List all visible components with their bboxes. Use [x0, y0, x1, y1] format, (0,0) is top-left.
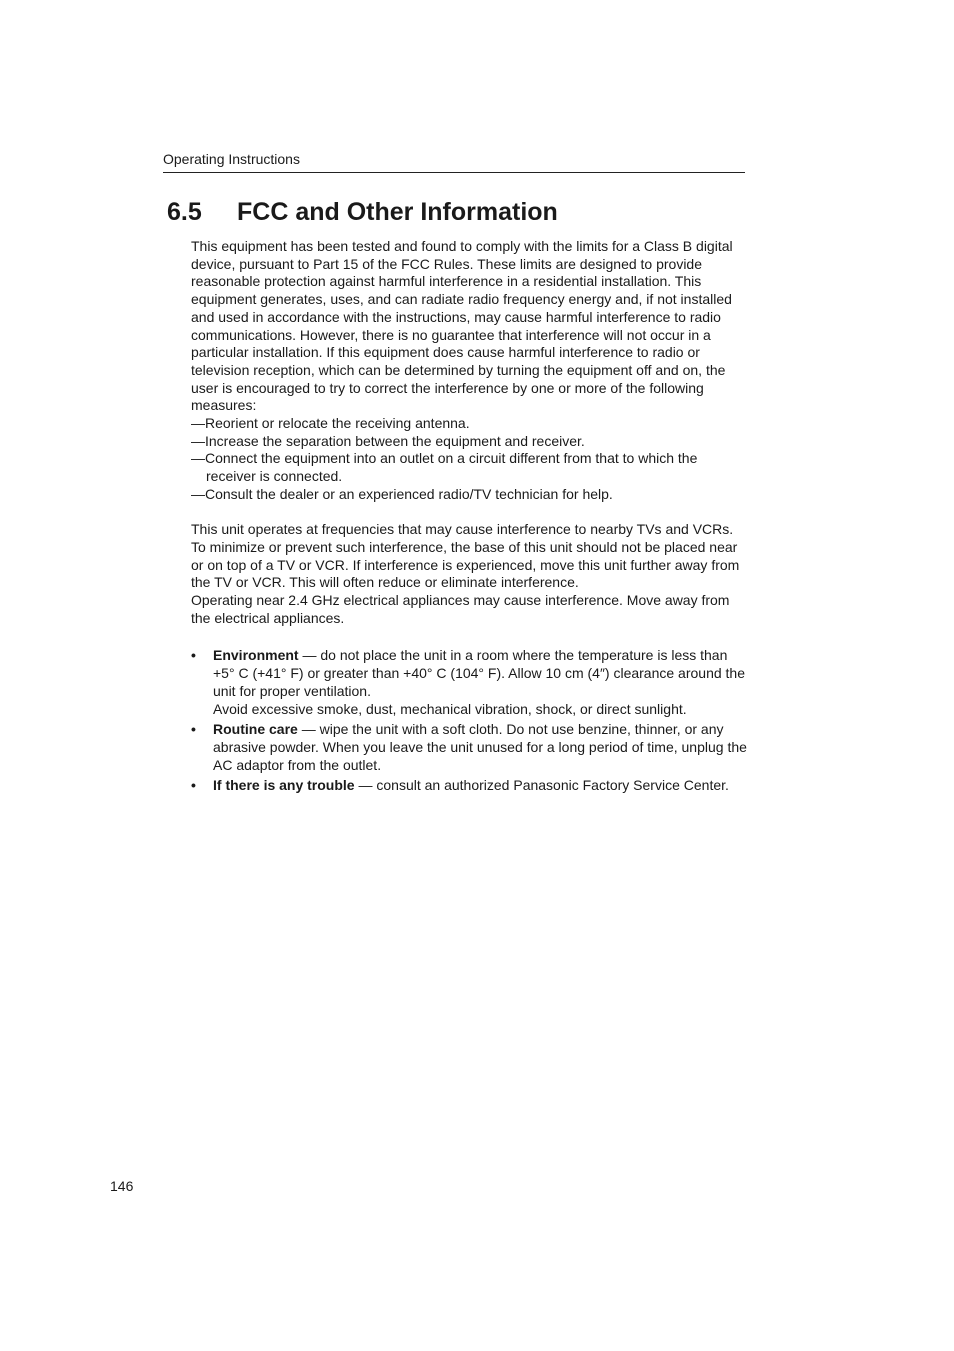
bullet-text: — do not place the unit in a room where the temperature is less than +5° C (+41° F) or greater than +40° C (104° F). Allow 10 cm (4″) clearance around the unit for proper ventilation.: [213, 647, 745, 699]
fcc-compliance-paragraph: This equipment has been tested and found to comply with the limits for a Class B digital device, pursuant to Part 15 of the FCC Rules. These limits are designed to provide reasonable protection against harmful interference in a residential installation. This equipment generates, uses, and can radiate radio frequency energy and, if not installed and used in accordance with the instructions, may cause harmful interference to radio communications. However, there is no guarantee that interference will not occur in a particular installation. If this equipment does cause harmful interference to radio or television reception, which can be determined by turning the equipment off and on, the user is encouraged to try to correct the interference by one or more of the following measures:: [191, 238, 733, 414]
bullet-text: — consult an authorized Panasonic Factory Service Center.: [354, 777, 729, 794]
interference-measures-list: [191, 415, 747, 504]
bullet-term: If there is any trouble: [213, 777, 355, 794]
header-rule: [163, 172, 745, 173]
measure-item: —Reorient or relocate the receiving antenna.: [191, 415, 470, 432]
section-number: 6.5: [167, 198, 202, 226]
section-content: [191, 238, 747, 798]
bullet-term: Environment: [213, 647, 299, 664]
measure-item: —Connect the equipment into an outlet on a circuit different from that to which the receiver is connected.: [191, 450, 698, 485]
bullet-routine-care: [191, 721, 747, 774]
bullet-symbol: •: [191, 647, 196, 664]
section-title: [167, 196, 558, 228]
bullet-symbol: •: [191, 777, 196, 794]
bullet-symbol: •: [191, 721, 196, 738]
bullet-text: — wipe the unit with a soft cloth. Do not use benzine, thinner, or any abrasive powder. When you leave the unit unused for a long period of time, unplug the AC adaptor from the outlet.: [213, 721, 747, 773]
running-header: Operating Instructions: [163, 151, 300, 167]
bullet-extra-text: Avoid excessive smoke, dust, mechanical vibration, shock, or direct sunlight.: [213, 700, 687, 717]
bullet-trouble: [191, 777, 747, 795]
section-title-text: FCC and Other Information: [237, 198, 558, 226]
page-number: 146: [110, 1178, 134, 1194]
measure-item: —Increase the separation between the equipment and receiver.: [191, 432, 585, 449]
appliance-interference-paragraph: Operating near 2.4 GHz electrical appliances may cause interference. Move away from the electrical appliances.: [191, 592, 730, 626]
measure-item: —Consult the dealer or an experienced radio/TV technician for help.: [191, 485, 613, 502]
care-bullet-list: [191, 647, 747, 795]
tv-vcr-interference-paragraph: This unit operates at frequencies that may cause interference to nearby TVs and VCRs. To minimize or prevent such interference, the base of this unit should not be placed near or on top of a TV or VCR. If interference is experienced, move this unit further away from the TV or VCR. This will often reduce or eliminate interference.: [191, 521, 740, 591]
bullet-environment: [191, 647, 747, 718]
bullet-term: Routine care: [213, 721, 298, 738]
